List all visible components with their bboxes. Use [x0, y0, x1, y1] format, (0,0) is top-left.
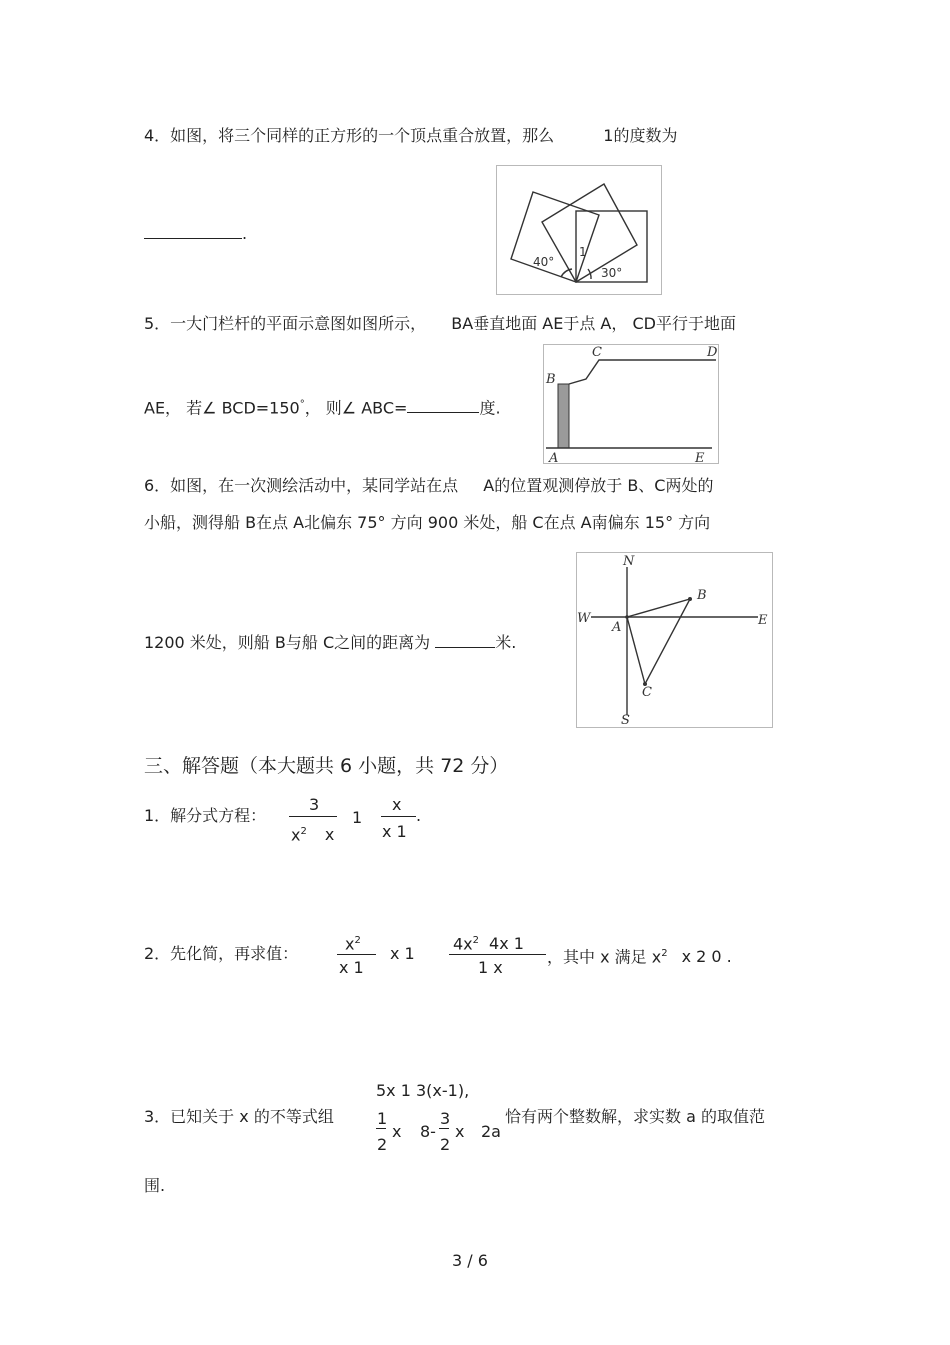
label-w: W	[577, 611, 591, 626]
label-n: N	[623, 554, 635, 569]
p1-num2: x	[392, 795, 402, 814]
p2-fraction-bar-2	[449, 954, 546, 955]
q4-answer-blank: .	[144, 222, 247, 244]
p2-mid: x 1	[390, 944, 415, 963]
bar-bcd	[569, 360, 716, 384]
label-40: 40°	[533, 255, 555, 269]
p3-tail: 恰有两个整数解，求实数 a 的取值范	[505, 1107, 765, 1126]
q4-line1: 4．如图，将三个同样的正方形的一个顶点重合放置，那么 1的度数为	[144, 126, 678, 145]
label-s: S	[621, 713, 630, 727]
p2-condition: ，其中 x 满足 $x^2$ x 2 0 .	[547, 947, 732, 967]
label-c: C	[642, 685, 652, 700]
p1-den2: x 1	[382, 822, 407, 841]
q6-line2: 小船，测得船 B在点 A北偏东 75° 方向 900 米处，船 C在点 A南偏东 15° 方向	[144, 513, 711, 532]
p1-fraction-bar-2	[381, 816, 416, 817]
square-right	[542, 184, 637, 282]
point-a	[625, 615, 629, 619]
p3-fraction-bar-1	[376, 1128, 386, 1129]
label-a: A	[612, 620, 622, 635]
p2-num1: $x^2$	[345, 934, 361, 954]
p3-frac2-den: 2	[440, 1135, 451, 1154]
post-ab	[558, 384, 569, 448]
p2-den2: 1 x	[478, 958, 503, 977]
q4-figure-squares	[496, 165, 662, 295]
q6-figure-compass	[576, 552, 773, 728]
p1-end: .	[416, 806, 422, 825]
section-heading: 三、解答题（本大题共 6 小题，共 72 分）	[144, 755, 509, 777]
p3-term-x1: x	[392, 1122, 402, 1141]
p3-frac1-num: 1	[377, 1109, 388, 1128]
point-b	[688, 597, 692, 601]
label-a: A	[549, 451, 559, 463]
label-e: E	[695, 451, 705, 463]
q5-line2: AE， 若∠ BCD=150°， 则∠ ABC= 度.	[144, 398, 501, 418]
p1-den1: $x^2$ x	[291, 825, 335, 845]
p3-fraction-bar-2	[439, 1128, 449, 1129]
p3-term-8: 8-	[420, 1122, 436, 1141]
p2-fraction-bar-1	[337, 954, 376, 955]
square-left	[511, 192, 599, 282]
triangle-abc	[627, 599, 690, 684]
p3-frac1-den: 2	[377, 1135, 388, 1154]
q6-line1: 6．如图，在一次测绘活动中，某同学站在点 A的位置观测停放于 B、C两处的	[144, 476, 714, 495]
q5-figure-gate	[543, 344, 719, 464]
q5-line1: 5．一大门栏杆的平面示意图如图所示， BA垂直地面 AE于点 A， CD平行于地面	[144, 314, 736, 333]
p3-term-2a: 2a	[481, 1122, 501, 1141]
label-b: B	[697, 588, 707, 603]
label-e: E	[758, 613, 768, 628]
p2-den1: x 1	[339, 958, 364, 977]
p3-inequality-1: 5x 1 3(x-1),	[376, 1081, 470, 1100]
p2-num2: $4x^2$ 4x 1	[453, 934, 524, 954]
p3-term-x2: x	[455, 1122, 465, 1141]
p3-frac2-num: 3	[440, 1109, 451, 1128]
q6-line3: 1200 米处，则船 B与船 C之间的距离为 米.	[144, 633, 517, 652]
label-30: 30°	[601, 266, 623, 280]
p3-label: 3．已知关于 x 的不等式组	[144, 1107, 334, 1126]
label-1: 1	[579, 245, 587, 259]
p2-label: 2．先化简，再求值：	[144, 944, 299, 963]
page-number: 3 / 6	[452, 1251, 488, 1270]
label-b: B	[546, 372, 556, 387]
p1-num1: 3	[309, 795, 320, 814]
p1-mid: 1	[352, 808, 363, 827]
label-c: C	[592, 345, 602, 360]
p3-line2: 围.	[144, 1176, 166, 1195]
label-d: D	[707, 345, 718, 360]
p1-fraction-bar-1	[289, 816, 337, 817]
p1-label: 1．解分式方程：	[144, 806, 267, 825]
